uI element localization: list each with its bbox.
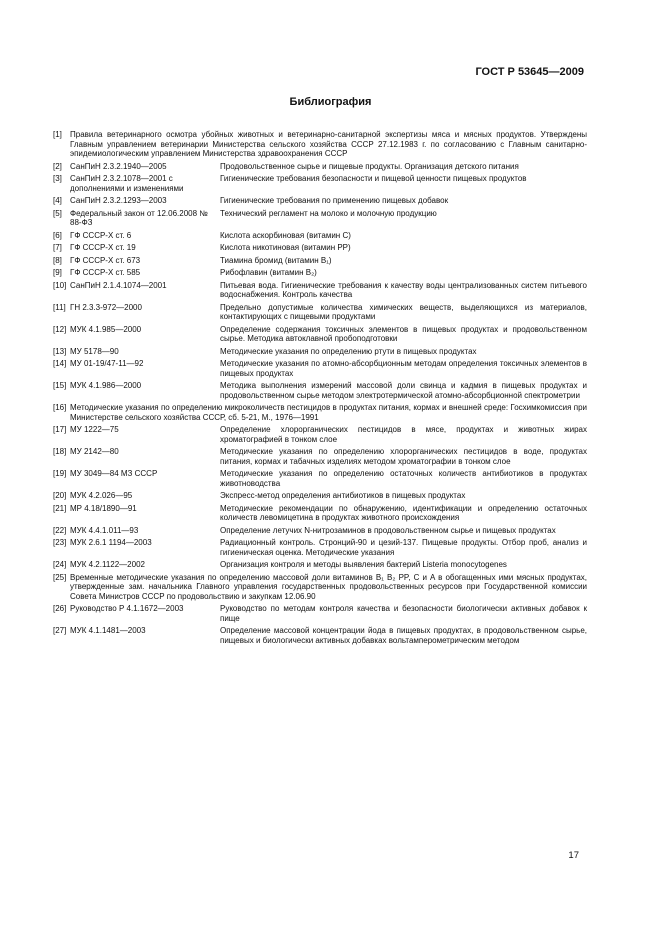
bibliography-entry <box>53 469 587 488</box>
bibliography-entry <box>53 256 587 266</box>
entry-number: [3] <box>53 174 62 183</box>
entry-document-code: МУК 4.1.1481—2003 <box>70 626 146 635</box>
entry-title: Определение летучих N-нитрозаминов в продовольственном сырье и пищевых продуктах <box>220 525 556 535</box>
entry-document-code: МУК 4.4.1.011—93 <box>70 525 139 535</box>
entry-title: Гигиенические требования безопасности и пищевой ценности пищевых продуктов <box>220 174 527 183</box>
entry-number: [21] <box>53 503 67 513</box>
bibliography-entry <box>53 268 587 278</box>
entry-title: Радиационный контроль. Стронций-90 и цезий-137. Пищевые продукты. Отбор проб, анализ и гигиеническая оценка. Методические указания <box>220 538 587 557</box>
bibliography-entry <box>53 303 587 322</box>
entry-title: Руководство по методам контроля качества и безопасности биологически активных добавок к пище <box>220 604 587 623</box>
entry-number: [19] <box>53 469 67 478</box>
entry-document-code: МР 4.18/1890—91 <box>70 503 137 513</box>
entry-number: [25] <box>53 572 67 582</box>
entry-document-code: ГФ СССР-Х ст. 6 <box>70 230 132 240</box>
entry-number: [4] <box>53 196 62 205</box>
entry-number: [20] <box>53 491 67 500</box>
entry-full-text: Временные методические указания по определению массовой доли витаминов B₁ B₂ PP, C и A в обогащенных ими мясных продуктах, утвержденные зам. начальника Главного управления государственных продовольственных ресурсов при Государственной комиссии Совета Министров СССР по продовольствию и закупкам 12.06.90 <box>70 572 587 601</box>
entry-title: Питьевая вода. Гигиенические требования к качеству воды централизованных систем питьевого водоснабжения. Контроль качества <box>220 280 587 299</box>
entry-document-code: ГФ СССР-Х ст. 19 <box>70 243 136 252</box>
entry-document-code: МУК 2.6.1 1194—2003 <box>70 538 152 547</box>
entry-document-code: ГН 2.3.3-972—2000 <box>70 302 142 312</box>
entry-number: [12] <box>53 324 67 334</box>
entry-number: [9] <box>53 268 62 277</box>
entry-title: Рибофлавин (витамин B₂) <box>220 268 317 277</box>
bibliography-entry <box>53 491 587 501</box>
entry-document-code: СанПиН 2.1.4.1074—2001 <box>70 280 167 290</box>
entry-title: Тиамина бромид (витамин B₁) <box>220 255 332 265</box>
bibliography-list <box>53 130 587 648</box>
bibliography-entry <box>53 243 587 253</box>
entry-document-code: МУ 3049—84 МЗ СССР <box>70 469 158 478</box>
entry-number: [23] <box>53 538 67 547</box>
entry-title: Методические указания по определению остаточных количеств антибиотиков в продуктах животноводства <box>220 469 587 488</box>
entry-title: Технический регламент на молоко и молочную продукцию <box>220 208 437 218</box>
entry-number: [14] <box>53 359 67 368</box>
entry-title: Определение массовой концентрации йода в пищевых продуктах, в продовольственном сырье, пищевых и биологически активных добавках вольтамперометрическим методом <box>220 626 587 645</box>
bibliography-entry <box>53 325 587 344</box>
entry-document-code: СанПиН 2.3.2.1293—2003 <box>70 196 167 205</box>
entry-title: Организация контроля и методы выявления бактерий Listeria monocytogenes <box>220 560 507 569</box>
entry-document-code: МУК 4.2.026—95 <box>70 491 133 500</box>
bibliography-entry <box>53 538 587 557</box>
bibliography-entry <box>53 403 587 422</box>
entry-title: Методические указания по определению хлорорганических пестицидов в воде, продуктах питания, кормах и табачных изделиях методом хроматографии в тонком слое <box>220 447 587 466</box>
entry-number: [15] <box>53 381 67 390</box>
entry-document-code: МУ 1222—75 <box>70 425 119 434</box>
entry-full-text: Правила ветеринарного осмотра убойных животных и ветеринарно-санитарной экспертизы мяса и мясных продуктов. Утверждены Главным управлением ветеринарии Министерства сельского хозяйства СССР 27.12.1983 г. по согласованию с Главным санитарно-эпидемиологическим управлением Министерства здравоохранения СССР <box>70 130 587 158</box>
entry-number: [17] <box>53 425 67 434</box>
entry-title: Методика выполнения измерений массовой доли свинца и кадмия в пищевых продуктах и продовольственном сырье методом электротермической атомно-абсорбционной спектрометрии <box>220 381 587 400</box>
entry-document-code: МУК 4.1.985—2000 <box>70 324 142 334</box>
bibliography-entry <box>53 604 587 623</box>
entry-number: [26] <box>53 604 67 613</box>
bibliography-entry <box>53 130 587 159</box>
entry-number: [24] <box>53 560 67 569</box>
bibliography-entry <box>53 209 587 228</box>
entry-number: [13] <box>53 346 67 356</box>
entry-number: [11] <box>53 302 66 312</box>
entry-document-code: ГФ СССР-Х ст. 585 <box>70 268 141 277</box>
entry-number: [5] <box>53 208 62 218</box>
entry-number: [1] <box>53 130 62 139</box>
entry-title: Кислота никотиновая (витамин РР) <box>220 243 351 252</box>
bibliography-entry <box>53 281 587 300</box>
entry-number: [2] <box>53 161 62 171</box>
entry-title: Методические указания по определению ртути в пищевых продуктах <box>220 346 477 356</box>
bibliography-entry <box>53 196 587 206</box>
bibliography-entry <box>53 447 587 466</box>
bibliography-entry <box>53 381 587 400</box>
bibliography-entry <box>53 504 587 523</box>
bibliography-entry <box>53 162 587 172</box>
bibliography-entry <box>53 560 587 570</box>
entry-number: [7] <box>53 243 62 252</box>
bibliography-entry <box>53 626 587 645</box>
entry-title: Гигиенические требования по применению пищевых добавок <box>220 196 449 205</box>
entry-document-code: СанПиН 2.3.2.1078—2001 с дополнениями и изменениями <box>70 174 184 193</box>
entry-title: Определение содержания токсичных элементов в пищевых продуктах и продовольственном сырье. Методика автоклавной пробоподготовки <box>220 324 587 343</box>
bibliography-entry <box>53 359 587 378</box>
entry-number: [10] <box>53 280 67 290</box>
page-title: Библиография <box>289 96 372 108</box>
entry-full-text: Методические указания по определению микроколичеств пестицидов в продуктах питания, кормах и внешней среде: Госхимкомиссия при Министерстве сельского хозяйства СССР, сб. 5-21, М., 1976—1991 <box>70 403 587 422</box>
entry-number: [27] <box>53 626 67 635</box>
entry-document-code: Федеральный закон от 12.06.2008 № 88-ФЗ <box>70 208 208 227</box>
bibliography-entry <box>53 231 587 241</box>
bibliography-entry <box>53 174 587 193</box>
bibliography-entry <box>53 573 587 602</box>
entry-title: Предельно допустимые количества химических веществ, выделяющихся из материалов, контактирующих с пищевыми продуктами <box>220 302 587 321</box>
entry-document-code: Руководство Р 4.1.1672—2003 <box>70 604 184 613</box>
bibliography-entry <box>53 347 587 357</box>
entry-document-code: ГФ СССР-Х ст. 673 <box>70 255 141 265</box>
entry-document-code: СанПиН 2.3.2.1940—2005 <box>70 161 167 171</box>
entry-title: Экспресс-метод определения антибиотиков в пищевых продуктах <box>220 491 466 500</box>
standard-header: ГОСТ Р 53645—2009 <box>475 66 584 78</box>
entry-title: Методические рекомендации по обнаружению, идентификации и определению остаточных количеств левомицетина в продуктах животного происхождения <box>220 503 587 522</box>
entry-number: [18] <box>53 447 67 456</box>
entry-document-code: МУ 5178—90 <box>70 346 119 356</box>
entry-document-code: МУК 4.2.1122—2002 <box>70 560 145 569</box>
entry-title: Кислота аскорбиновая (витамин С) <box>220 230 351 240</box>
entry-title: Продовольственное сырье и пищевые продукты. Организация детского питания <box>220 161 519 171</box>
entry-document-code: МУ 01-19/47-11—92 <box>70 359 144 368</box>
entry-number: [6] <box>53 230 62 240</box>
entry-title: Определение хлорорганических пестицидов в мясе, продуктах и животных жирах хроматографией в тонком слое <box>220 425 587 444</box>
entry-number: [8] <box>53 255 62 265</box>
page-number: 17 <box>568 850 579 861</box>
entry-number: [22] <box>53 525 67 535</box>
bibliography-entry <box>53 425 587 444</box>
bibliography-entry <box>53 526 587 536</box>
entry-document-code: МУ 2142—80 <box>70 447 119 456</box>
entry-number: [16] <box>53 403 67 412</box>
entry-document-code: МУК 4.1.986—2000 <box>70 381 142 390</box>
entry-title: Методические указания по атомно-абсорбционным методам определения токсичных элементов в пищевых продуктах <box>220 359 587 378</box>
